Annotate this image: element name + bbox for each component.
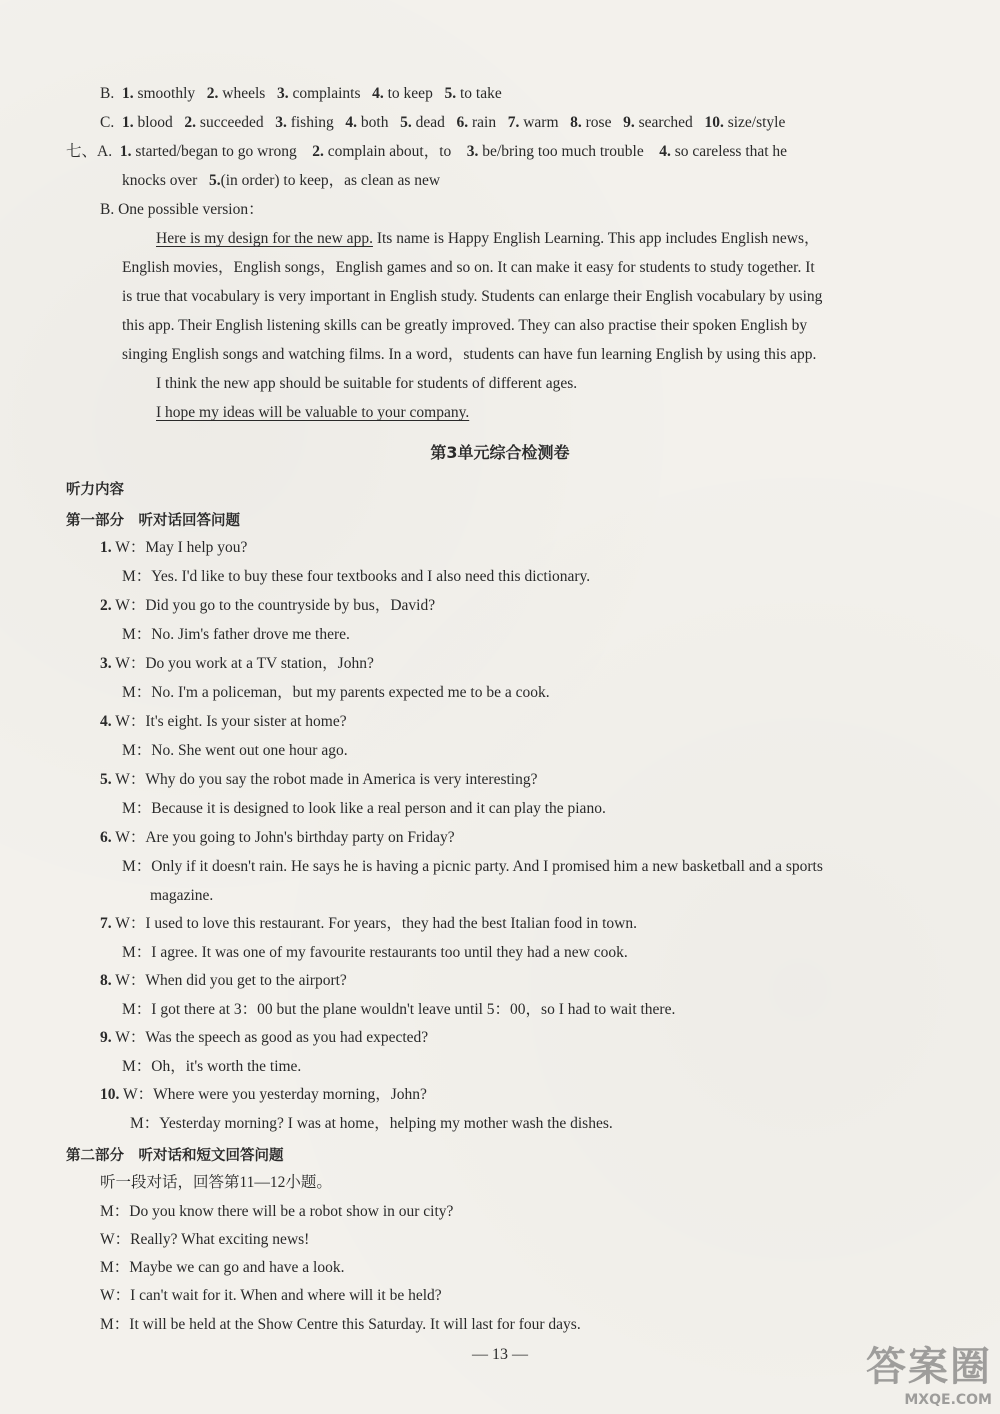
dialog-w-line: 9. W：Was the speech as good as you had expected?	[100, 1029, 429, 1046]
answer-item: 4. to keep	[372, 85, 433, 102]
dialog-m-line: M：No. I'm a policeman，but my parents expected me to be a cook.	[122, 684, 550, 701]
answer-line-c: C. 1. blood 2. succeeded 3. fishing 4. both 5. dead 6. rain 7. warm 8. rose 9. searched 10. size/style	[100, 114, 786, 131]
essay-line: this app. Their English listening skills can be greatly improved. They can also practise their spoken English by	[122, 317, 808, 334]
part1-title: 第一部分 听对话回答问题	[66, 513, 240, 529]
dialog-line: W：Really? What exciting news!	[100, 1231, 310, 1248]
unit-title: 第3单元综合检测卷	[430, 443, 570, 462]
dialog-w-line: 3. W：Do you work at a TV station，John?	[100, 655, 374, 672]
dialog-m-line: M：Only if it doesn't rain. He says he is having a picnic party. And I promised him a new basketball and a sports	[122, 858, 823, 875]
watermark-logo	[866, 1335, 992, 1408]
dialog-m-line: magazine.	[150, 887, 214, 904]
essay-underlined-sentence: Here is my design for the new app.	[156, 230, 373, 247]
essay-line: is true that vocabulary is very important in English study. Students can enlarge their English vocabulary by using	[122, 288, 823, 305]
dialog-m-line: M：I got there at 3：00 but the plane wouldn't leave until 5：00，so I had to wait there.	[122, 1001, 676, 1018]
answer-item: 3. complaints	[276, 85, 361, 102]
dialog-m-line: M：Oh，it's worth the time.	[122, 1058, 302, 1075]
dialog-w-line: 7. W：I used to love this restaurant. For years，they had the best Italian food in town.	[100, 915, 637, 932]
dialog-line: M：Maybe we can go and have a look.	[100, 1259, 345, 1276]
dialog-m-line: M：Yes. I'd like to buy these four textbooks and I also need this dictionary.	[122, 568, 591, 585]
dialog-m-line: M：No. Jim's father drove me there.	[122, 626, 350, 643]
watermark-url: MXQE.COM	[904, 1392, 992, 1408]
dialog-w-line: 4. W：It's eight. Is your sister at home?	[100, 713, 347, 730]
dialog-w-line: 8. W：When did you get to the airport?	[100, 972, 347, 989]
part2-intro: 听一段对话，回答第11—12小题。	[100, 1174, 332, 1191]
essay-line: Here is my design for the new app. Its name is Happy English Learning. This app includes English news，	[156, 230, 820, 247]
answer-line-seven-a: 七、A. 1. started/began to go wrong 2. complain about，to 3. be/bring too much trouble 4. so careless that he	[66, 143, 788, 160]
dialog-w-line: 2. W：Did you go to the countryside by bus，David?	[100, 597, 436, 614]
dialog-w-line: 5. W：Why do you say the robot made in America is very interesting?	[100, 771, 538, 788]
essay-underlined-sentence: I hope my ideas will be valuable to your company.	[156, 404, 470, 421]
dialog-w-line: 1. W：May I help you?	[100, 539, 248, 556]
dialog-line: W：I can't wait for it. When and where will it be held?	[100, 1287, 442, 1304]
listening-label: 听力内容	[66, 482, 124, 498]
watermark-text: 答案圈	[866, 1344, 992, 1390]
answer-item: 2. wheels	[206, 85, 266, 102]
answer-item: 5. to take	[444, 85, 502, 102]
page-number: — 13 —	[472, 1346, 528, 1363]
part2-title: 第二部分 听对话和短文回答问题	[66, 1148, 284, 1164]
essay-line: English movies，English songs，English games and so on. It can make it easy for students to study together. It	[122, 259, 815, 276]
dialog-line: M：It will be held at the Show Centre this Saturday. It will last for four days.	[100, 1316, 581, 1333]
essay-line: I think the new app should be suitable for students of different ages.	[156, 375, 578, 392]
answer-line-b: B. 1. smoothly 2. wheels 3. complaints 4. to keep 5. to take	[100, 85, 502, 102]
answer-line-seven-a-cont: knocks over 5.(in order) to keep，as clean as new	[122, 172, 441, 189]
dialog-m-line: M：Yesterday morning? I was at home，helping my mother wash the dishes.	[130, 1115, 613, 1132]
answer-item: 1. smoothly	[121, 85, 196, 102]
dialog-w-line: 10. W：Where were you yesterday morning，John?	[100, 1086, 427, 1103]
dialog-w-line: 6. W：Are you going to John's birthday party on Friday?	[100, 829, 455, 846]
dialog-m-line: M：I agree. It was one of my favourite restaurants too until they had a new cook.	[122, 944, 628, 961]
essay-line: singing English songs and watching films. In a word，students can have fun learning English by using this app.	[122, 346, 817, 363]
dialog-m-line: M：Because it is designed to look like a real person and it can play the piano.	[122, 800, 606, 817]
essay-label: B. One possible version：	[100, 201, 264, 218]
dialog-m-line: M：No. She went out one hour ago.	[122, 742, 348, 759]
dialog-line: M：Do you know there will be a robot show in our city?	[100, 1203, 454, 1220]
